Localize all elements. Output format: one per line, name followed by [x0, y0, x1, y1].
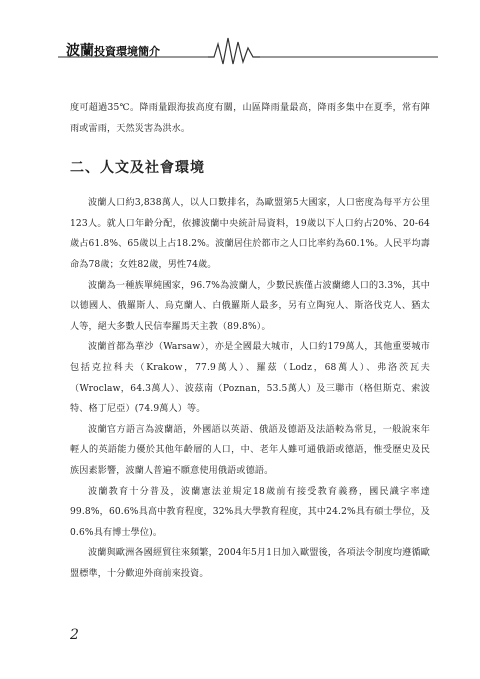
intro-paragraph: 度可超過35℃。降雨量跟海拔高度有關，山區降雨量最高，降雨多集中在夏季，常有陣雨或雷雨，天然災害為洪水。: [70, 103, 430, 134]
paragraph-language: 波蘭官方語言為波蘭語，外國語以英語、俄語及德語及法語較為常見，一般說來年輕人的英語能力優於其他年齡層的人口，中、老年人雖可通俄語或德語，惟受歷史及民族因素影響，波蘭人普遍不願意使用俄語或德語。: [70, 424, 430, 476]
header-title: [66, 40, 160, 60]
paragraph-trade: 波蘭與歐洲各國經貿往來頻繁，2004年5月1日加入歐盟後，各項法令制度均遵循歐盟標準，十分歡迎外商前來投資。: [70, 548, 430, 579]
header-title-main: 波蘭: [66, 43, 94, 59]
paragraph-population: 波蘭人口約3,838萬人，以人口數排名，為歐盟第5大國家，人口密度為每平方公里123人。就人口年齡分配，依據波蘭中央統計局資料，19歲以下人口約占20%、20-64歲占61.8%、65歲以上占18.2%。波蘭居住於都市之人口比率約為60.1%。人民平均壽命為78歲；女姓82歲，男性74歲。: [70, 198, 430, 270]
page-number: 2: [70, 627, 79, 643]
page-header: [58, 34, 438, 66]
header-title-sub: 投資環境簡介: [94, 45, 160, 58]
paragraph-ethnicity: 波蘭為一種族單純國家，96.7%為波蘭人，少數民族僅占波蘭總人口的3.3%，其中以德國人、俄羅斯人、烏克蘭人、白俄羅斯人最多，另有立陶宛人、斯洛伐克人、猶太人等，絕大多數人民信奉羅馬天主教（89.8%）。: [70, 280, 430, 332]
document-body: [70, 98, 430, 584]
section-heading: 二、人文及社會環境: [70, 160, 205, 177]
paragraph-cities: 波蘭首都為華沙（Warsaw），亦是全國最大城市，人口約179萬人，其他重要城市包括克拉科夫（Krakow，77.9萬人）、羅茲（Lodz，68萬人）、弗洛茨瓦夫（Wroclaw，64.3萬人）、波茲南（Poznan，53.5萬人）及三聯市（格但斯克、索波特、格丁尼亞）(74.9萬人）等。: [70, 342, 430, 415]
paragraph-education: 波蘭教育十分普及，波蘭憲法並規定18歲前有接受教育義務，國民識字率達99.8%，60.6%具高中教育程度，32%具大學教育程度，其中24.2%具有碩士學位，及0.6%具有博士學位)。: [70, 486, 430, 538]
